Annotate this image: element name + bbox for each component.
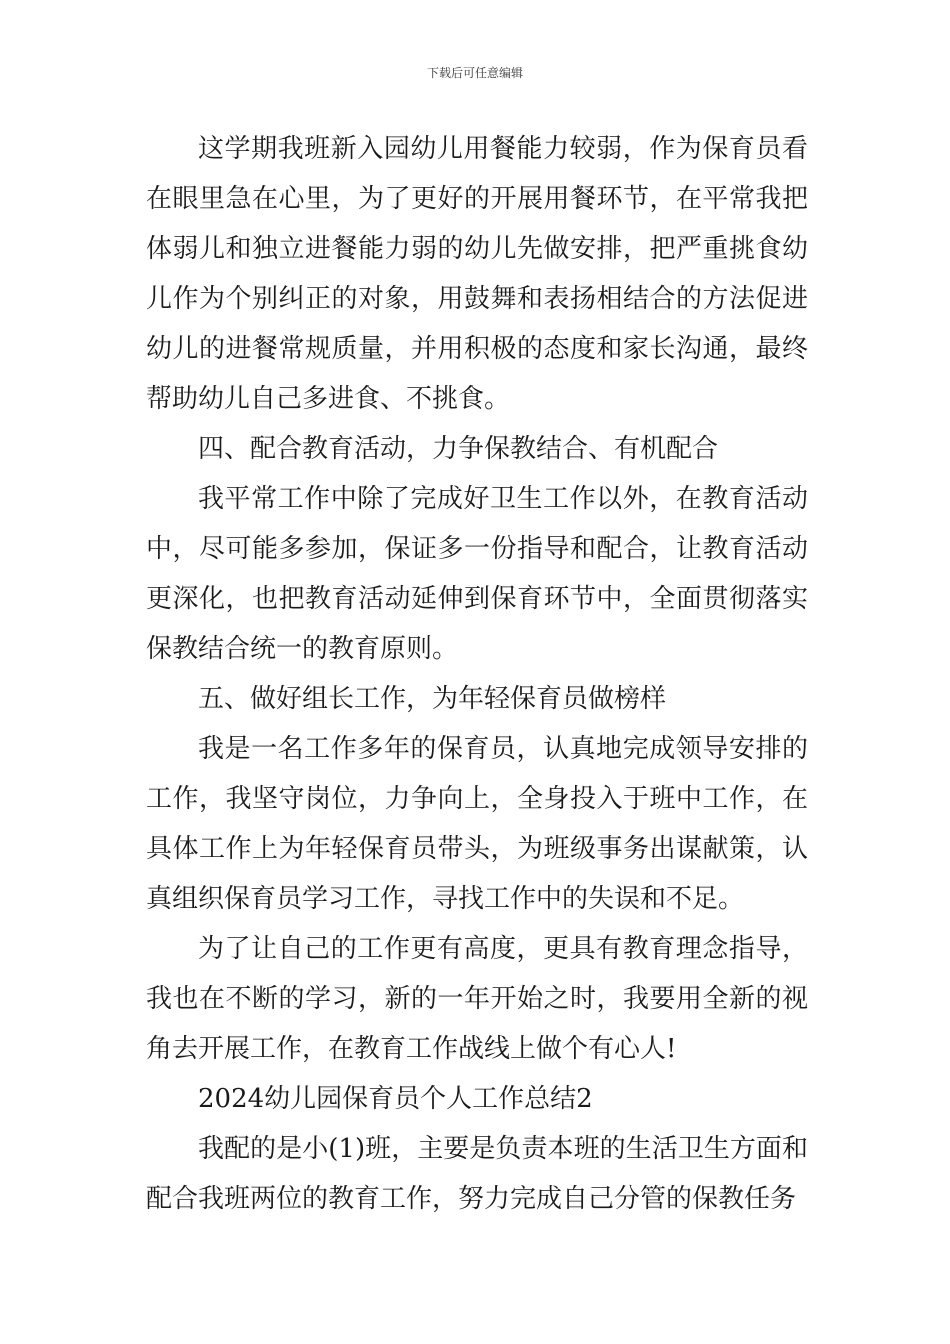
- paragraph-meal-care: 这学期我班新入园幼儿用餐能力较弱，作为保育员看在眼里急在心里，为了更好的开展用餐环节，在平常我把体弱儿和独立进餐能力弱的幼儿先做安排，把严重挑食幼儿作为个别纠正的对象，用鼓舞和表扬相结合的方法促进幼儿的进餐常规质量，并用积极的态度和家长沟通，最终帮助幼儿自己多进食、不挑食。: [146, 134, 808, 414]
- paragraph-team-leader: 我是一名工作多年的保育员，认真地完成领导安排的工作，我坚守岗位，力争向上，全身投入于班中工作，在具体工作上为年轻保育员带头，为班级事务出谋献策，认真组织保育员学习工作，寻找工作中的失误和不足。: [146, 734, 808, 914]
- document-body: [146, 124, 808, 1224]
- page-header: 下载后可任意编辑: [426, 66, 523, 80]
- paragraph-class-intro: 我配的是小(1)班，主要是负责本班的生活卫生方面和配合我班两位的教育工作，努力完成自己分管的保教任务: [146, 1134, 808, 1214]
- section-heading-4: 四、配合教育活动，力争保教结合、有机配合: [198, 434, 719, 464]
- paragraph-education-activities: 我平常工作中除了完成好卫生工作以外，在教育活动中，尽可能多参加，保证多一份指导和配合，让教育活动更深化，也把教育活动延伸到保育环节中，全面贯彻落实保教结合统一的教育原则。: [146, 484, 808, 664]
- section-heading-5: 五、做好组长工作，为年轻保育员做榜样: [198, 684, 667, 714]
- paragraph-learning: 为了让自己的工作更有高度，更具有教育理念指导，我也在不断的学习，新的一年开始之时，我要用全新的视角去开展工作，在教育工作战线上做个有心人!: [146, 934, 808, 1064]
- document-subtitle: 2024幼儿园保育员个人工作总结2: [198, 1084, 593, 1114]
